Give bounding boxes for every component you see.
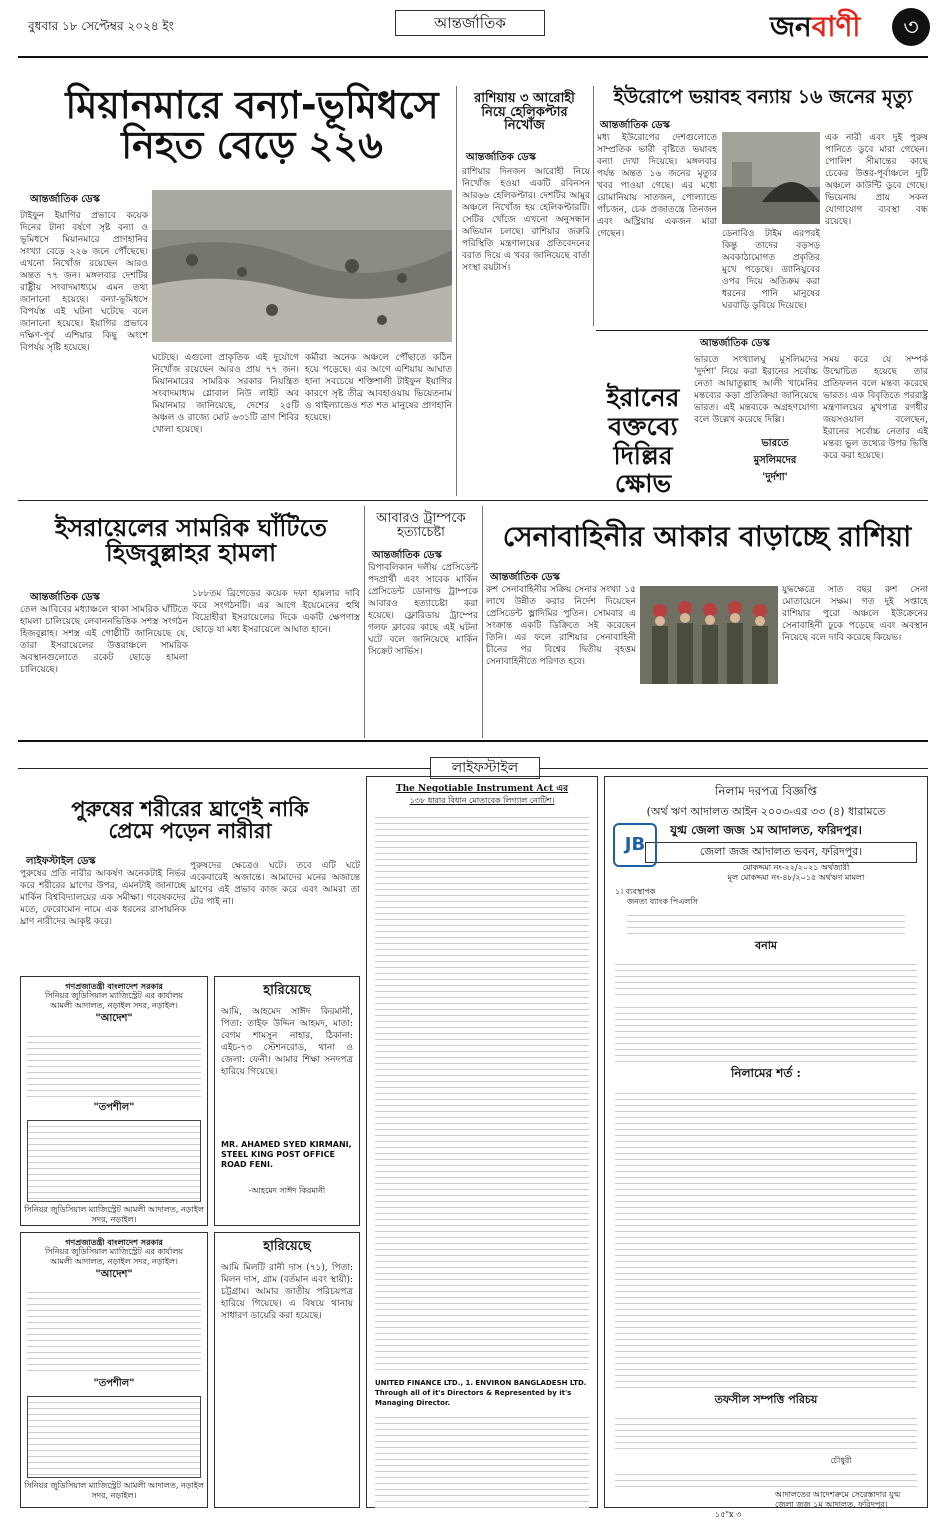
column-divider [482, 506, 483, 738]
lost-notice-1: হারিয়েছে আমি, আহমেদ সাঈদ কিরমানী, পিতা: তাইফ উদ্দিন আহমদ, মাতা: বেগম শামসুন নাহার, ঠিকানা: এইচ-৭৩ স্টেশনরোড, থানা ও জেলা: ফেনী। আমার শিক্ষা সনদপত্র হারিয়ে গিয়েছে। MR. AHAMED SYED KIRMANI, STEEL KING POST OFFICE ROAD FENI. -আহমেদ সাঈদ কিরমানী [214, 976, 360, 1226]
europe-flood-col3: এক নারী এবং দুই পুরুষ পানিতে ডুবে মারা গেছেন। পোলিশ সীমান্তের কাছে চেকের উত্তর-পূর্বাঞ্চলে দুটি অঞ্চলে কাউন্টি ডুবে গেছে। ভিয়েনায় প্রায় সকল যোগাযোগ ব্যবস্থা বন্ধ রয়েছে। [825, 133, 928, 227]
russia-army-headline: সেনাবাহিনীর আকার বাড়াচ্ছে রাশিয়া [502, 520, 912, 553]
auction-notice: JB নিলাম দরপত্র বিজ্ঞপ্তি (অর্থ ঋণ আদালত আইন ২০০৩-এর ৩৩ (৪) ধারামতে যুগ্ম জেলা জজ ১ম আদালত, ফরিদপুর। জেলা জজ আদালত ভবন, ফরিদপুর। মোকদ্দমা নং-২২/২০২১ অর্থজারী মূল মোকদ্দমা নং-৪৮/২০১৫ অর্থঋণ মামলা ১। ব্যবস্থাপক জনতা ব্যাংক পিএলসি বনাম নিলামের শর্ত : তফসীল সম্পত্তি পরিচয় চৌধুরী আদালতের আদেশক্রমে সেরেস্তাদার যুগ্ম জেলা জজ ১ম আদালত, ফরিদপুর। ১৫"x ৩ [604, 776, 928, 1508]
russia-helicopter-body: রাশিয়ার দিনজন আরোহী নিয়ে নিখোঁজ হওয়া একটি রবিনসন আর৬৬ হেলিকপ্টার। দেশটির আমুর অঞ্চলে নিখোঁজ হয় হেলিকপ্টারটি। সেটির খোঁজে এখনো অনুসন্ধান অভিযান চলছে। রাশিয়ার জরুরি পরিস্থিতি মন্ত্রণালয়ের প্রতিবেদনের বরাত দিয়ে এ খবর জানিয়েছে বার্তা সংস্থা রয়টার্স। [462, 167, 590, 273]
janata-bank-logo-icon: JB [613, 823, 657, 867]
europe-flood-byline: আন্তর্জাতিক ডেস্ক [600, 120, 670, 131]
europe-flood-body: মধ্য ইউরোপের দেশগুলোতে সাম্প্রতিক ভারী বৃষ্টিতে ভয়াবহ বন্যা দেখা দিয়েছে। মঙ্গলবার পর্যন্ত অন্তত ১৬ জনের মৃত্যুর খবর পাওয়া গেছে। এর মধ্যে রোমানিয়ায় সাতজন, পোল্যান্ডে পাঁচজন, চেক প্রজাতন্ত্রে তিনজন এবং অস্ট্রিয়ায় একজন মারা গেছেন। [597, 133, 717, 239]
trump-body: রিপাবলিকান দলীয় প্রেসিডেন্ট পদপ্রার্থী এবং সাবেক মার্কিন প্রেসিডেন্ট ডোনাল্ড ট্রাম্পকে আবারও হত্যাচেষ্টা করা হয়েছে। ফ্লোরিডায় ট্রাম্পের গলফ ক্লাবের কাছে এই ঘটনা ঘটে বলে জানিয়েছে মার্কিন সিক্রেট সার্ভিস। [368, 563, 478, 657]
iran-headline: ইরানের বক্তব্যে দিল্লির ক্ষোভ [606, 383, 680, 499]
iran-pullquote: ভারতে মুসলিমদের 'দুর্দশা' [740, 436, 810, 487]
court-notice-2: গণপ্রজাতন্ত্রী বাংলাদেশ সরকার সিনিয়র জুডিসিয়াল ম্যাজিস্ট্রেট এর কার্যালয় আমলী আদালত, নড়াইল সদর, নড়াইল। "আদেশ" "তপশীল" সিনিয়র জুডিসিয়াল ম্যাজিস্ট্রেট আমলী আদালত, নড়াইল সদর, নড়াইল। [20, 1232, 208, 1508]
israel-body: তেল আবিবের মধ্যাঞ্চলে থাকা সামরিক ঘাঁটিতে হামলা চালিয়েছে লেবাননভিত্তিক সশস্ত্র সংগঠন হিজবুল্লাহ। সশস্ত্র এই গোষ্ঠীটি জানিয়েছে যে, তারা ইসরায়েলের উত্তরাঞ্চলে সামরিক অবস্থানগুলোতে রকেট ছোড়ে হামলা চালিয়েছে। [20, 605, 188, 675]
iran-byline: আন্তর্জাতিক ডেস্ক [700, 338, 770, 349]
lifestyle-label: লাইফস্টাইল [430, 757, 540, 779]
israel-headline: ইসরায়েলের সামরিক ঘাঁটিতে হিজবুল্লাহর হামলা [54, 514, 328, 568]
lifestyle-headline: পুরুষের শরীরের ঘ্রাণেই নাকি প্রেমে পড়েন নারীরা [71, 797, 309, 844]
russia-army-body: রুশ সেনাবাহিনীর সক্রিয় সেনার সংখ্যা ১৫ লাখে উন্নীত করার নির্দেশ দিয়েছেন প্রেসিডেন্ট ভ্লাদিমির পুতিন। সোমবার এ সংক্রান্ত একটি ডিক্রিতে সই করেছেন তিনি। এর ফলে রাশিয়ার সেনাবাহিনী চীনের পর বিশ্বের দ্বিতীয় বৃহত্তম সেনাবাহিনীতে পরিণত হবে। [486, 585, 636, 667]
trump-byline: আন্তর্জাতিক ডেস্ক [372, 550, 442, 561]
section-label: আন্তর্জাতিক [395, 10, 545, 36]
section-rule [18, 500, 928, 501]
myanmar-col3: কর্মীরা অনেক অঞ্চলে পৌঁছাতে কঠিন হয়ে পড়েছে। এর আগে এশিয়ায় আঘাত হানা সবচেয়ে শক্তিশালী টাইফুন ইয়াগির কারণে সৃষ্ট তীব্র আবহাওয়ায় ভিয়েতনাম ও থাইল্যান্ডেও শত শত মানুষের প্রাণহানি হয়েছে। [305, 353, 452, 423]
myanmar-byline: আন্তর্জাতিক ডেস্ক [30, 194, 100, 205]
masthead-rule [18, 56, 928, 58]
negotiable-instrument-notice: The Negotiable Instrument Act এর ১৩৮ ধারার বিধান মোতাবেক লিগ্যাল নোটিশ। UNITED FINANCE LTD., 1. ENVIRON BANGLADESH LTD. Through all of it's Directors & Represented by it's Managing Director. [366, 776, 598, 1508]
lifestyle-col2: পুরুষদের ক্ষেত্রেও ঘটে। তবে এটি ঘটে একেবারেই অজান্তে। আমাদের মনের অজান্তে ঘ্রাণের এই প্রভাব কাজ করে এবং আমরা তা টের পাই না। [190, 861, 360, 907]
column-divider [364, 506, 365, 738]
myanmar-lead: টাইফুন ইয়াগির প্রভাবে কয়েক দিনের টানা বর্ষণে সৃষ্ট বন্যা ও ভূমিধসে মিয়ানমারে প্রাণহানির সংখ্যা বেড়ে ২২৬ জনে পৌঁছেছে। এখনো নিখোঁজ রয়েছেন আরও অন্তত ৭৭ জন। মঙ্গলবার দেশটির রাষ্ট্রীয় সংবাদমাধ্যমে এমন তথ্য জানানো হয়েছে। বন্যা-ভূমিধসে বিপর্যস্ত এই ঘটনা ঘটেছে বলে জানানো হয়েছে। ইয়াগির প্রভাবে দক্ষিণ-পূর্ব এশিয়ার কিছু অংশে বিপর্যয় সৃষ্টি হয়েছে। [20, 211, 148, 353]
russia-helicopter-headline: রাশিয়ায় ৩ আরোহী নিয়ে হেলিকপ্টার নিখোঁজ [474, 91, 575, 134]
russia-army-byline: আন্তর্জাতিক ডেস্ক [490, 572, 560, 583]
section-rule [18, 740, 928, 742]
trump-headline: আবারও ট্রাম্পকে হত্যাচেষ্টা [376, 511, 466, 540]
myanmar-headline: মিয়ানমারে বন্যা-ভূমিধসে নিহত বেড়ে ২২৬ [65, 83, 439, 167]
lost-notice-2: হারিয়েছে আমি মিলটি রানী দাস (৭১), পিতা: মিলন দাস, গ্রাম (বর্তমান এবং স্থায়ী): চট্টগ্রাম। আমার জাতীয় পরিচয়পত্র হারিয়ে গিয়েছে। এ বিষয়ে থানায় সাধারণ ডায়েরি করা হয়েছে। [214, 1232, 360, 1508]
flood-umbrella-photo [722, 132, 820, 224]
court-notice-1: গণপ্রজাতন্ত্রী বাংলাদেশ সরকার সিনিয়র জুডিসিয়াল ম্যাজিস্ট্রেট এর কার্যালয় আমলী আদালত, নড়াইল সদর, নড়াইল। "আদেশ" "তপশীল" সিনিয়র জুডিসিয়াল ম্যাজিস্ট্রেট আমলী আদালত, নড়াইল সদর, নড়াইল। [20, 976, 208, 1226]
israel-col2: ১৮৮তম ব্রিগেডের কয়েক দফা হামলার দাবি করে সংগঠনটি। এর আগে ইয়েমেনের হুথি বিদ্রোহীরা ইসরায়েলের দিকে একটি ক্ষেপণাস্ত্র ছোড়ে যা মধ্য ইসরায়েলে আঘাত হানে। [192, 589, 360, 635]
europe-flood-headline: ইউরোপে ভয়াবহ বন্যায় ১৬ জনের মৃত্যু [613, 86, 913, 108]
flood-aerial-photo [152, 190, 452, 342]
russia-helicopter-byline: আন্তর্জাতিক ডেস্ক [466, 152, 536, 163]
publication-date: বুধবার ১৮ সেপ্টেম্বর ২০২৪ ইং [28, 19, 174, 33]
newspaper-logo: জনবাণী ৩ [770, 4, 930, 50]
europe-flood-col2: ডেনাবিও টাইম এরপরই কিন্তু তাদের বড়সড় অবকাঠামোগত প্রকৃতির মুখে পড়েছে। ড্যানিয়ুবের ওপর দিয়ে অতিক্রম করা ধরনের পানি মানুষের ঘরবাড়ি ডুবিয়ে দিয়েছে। [722, 229, 820, 311]
israel-byline: আন্তর্জাতিক ডেস্ক [30, 592, 100, 603]
lifestyle-body: পুরুষের প্রতি নারীর আকর্ষণ অনেকটাই নির্ভর করে শরীরের ঘ্রাণের উপর, এমনটাই জানাচ্ছে মার্কিন বিশ্ববিদ্যালয়ের এক সমীক্ষা। গবেষকদের মতে, ফেরোমোন নামে এক ধরনের রাসায়নিক ঘ্রাণ নারীদের আকৃষ্ট করে। [20, 869, 186, 927]
russia-army-col2: যুদ্ধক্ষেত্রে সাত বছর রুশ সেনা মোতায়েনে সক্ষম। গত দুই সপ্তাহে রাশিয়ার পুরো অঞ্চলে ইউক্রেনের সেনাবাহিনী ঢুকে পড়েছে এবং অবস্থান নিয়েছে বলে দাবি করেছে কিয়েভ। [782, 585, 928, 643]
myanmar-col2: ঘটেছে। এগুলো প্রাকৃতিক এই দুর্যোগে নিখোঁজ রয়েছেন আরও প্রায় ৭৭ জন। মিয়ানমারের সামরিক সরকার নিয়ন্ত্রিত সংবাদমাধ্যম গ্লোবাল নিউ লাইট অব মিয়ানমার জানিয়েছে, দেশের ২৫টি অঞ্চল ও রাজ্যে মোট ৬৩১টি ত্রাণ শিবির খোলা হয়েছে। [152, 353, 299, 435]
section-rule [596, 330, 928, 331]
soldiers-photo [640, 586, 778, 684]
iran-body: ভারতে সংখ্যালঘু মুসলিমদের 'দুর্দশা' নিয়ে করা ইরানের সর্বোচ্চ নেতা আয়াতুল্লাহ আলী খামেনির মন্তব্যের কড়া প্রতিক্রিয়া জানিয়েছে ভারত। এই মন্তব্যকে অগ্রহণযোগ্য বলে উল্লেখ করেছে দিল্লি। [694, 355, 818, 425]
iran-col2: সময় করে যে সম্পর্ক উন্মোচিত হয়েছে তার প্রতিফলন বলে মন্তব্য করেছে ভারত। এক বিবৃতিতে পররাষ্ট্র মন্ত্রণালয়ের মুখপাত্র রণধীর জয়সওয়াল বলেছেন, ইরানের সর্বোচ্চ নেতার এই মন্তব্য ভুল তথ্যের উপর ভিত্তি করে করা হয়েছে। [823, 355, 928, 461]
column-divider [593, 86, 594, 326]
lifestyle-byline: লাইফস্টাইল ডেস্ক [26, 856, 96, 867]
page-number: ৩ [892, 8, 930, 46]
column-divider [456, 86, 457, 496]
